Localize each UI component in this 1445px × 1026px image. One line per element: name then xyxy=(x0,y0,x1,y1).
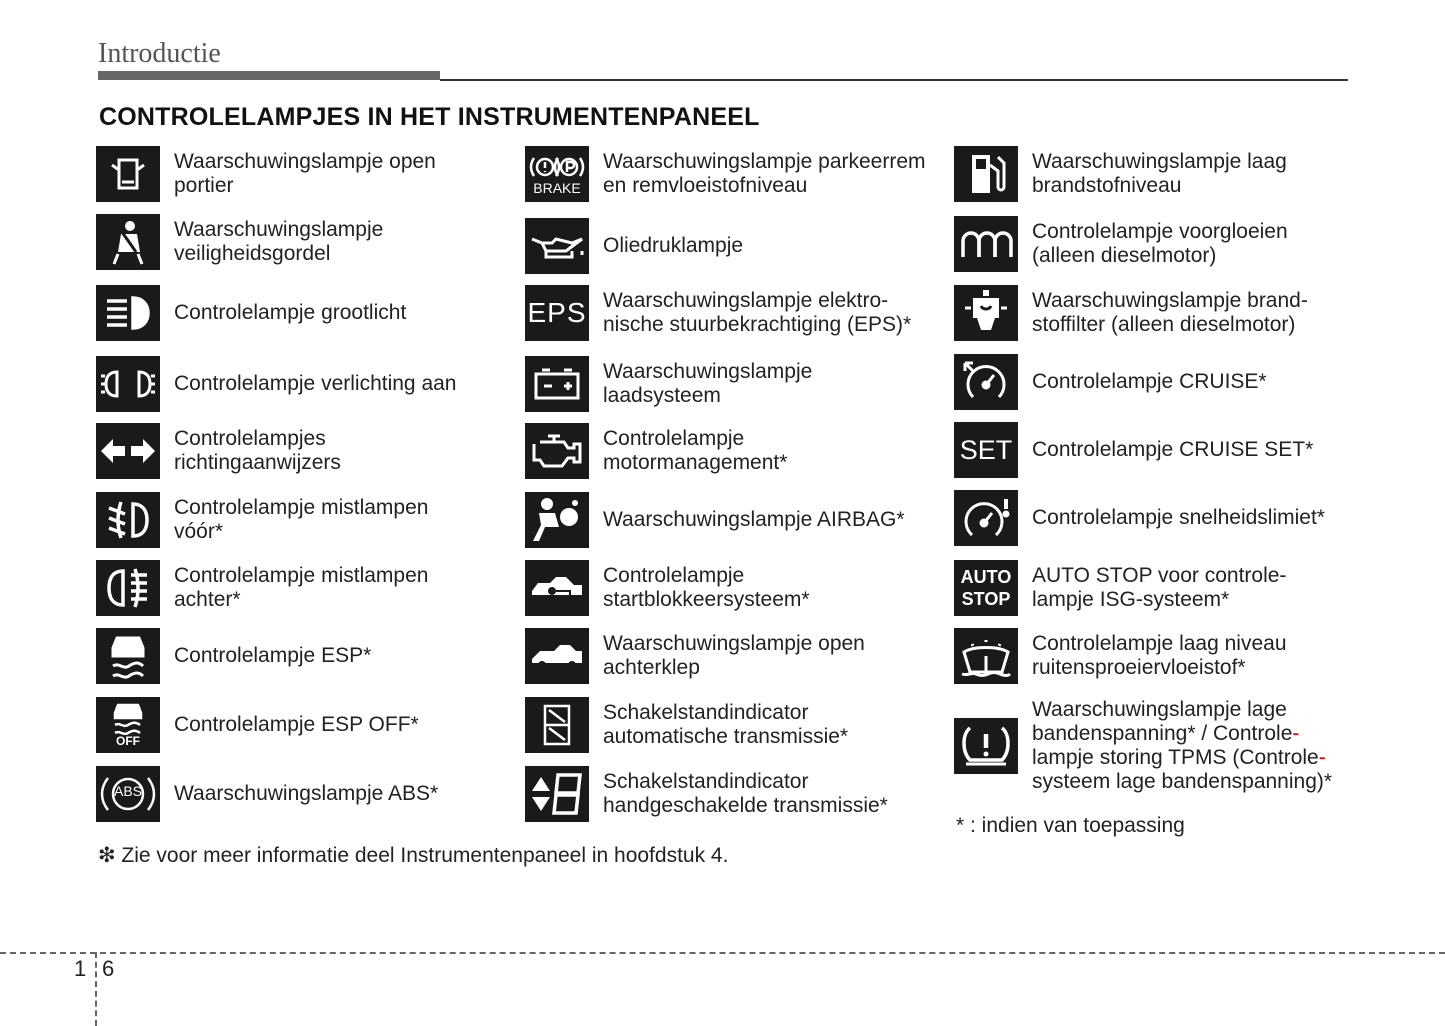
page-chapter: 1 xyxy=(74,956,87,981)
engine-icon xyxy=(525,423,589,479)
airbag-icon xyxy=(525,492,589,548)
item-label: Controlelampje verlichting aan xyxy=(174,372,457,395)
item-label: Schakelstandindicator handgeschakelde transmissie* xyxy=(603,770,888,817)
label-part: systeem lage bandenspanning)* xyxy=(1032,770,1333,793)
item-label: Waarschuwingslampje laadsysteem xyxy=(603,360,813,407)
item-label: AUTO STOP voor controle- lampje ISG-systeem* xyxy=(1032,564,1287,611)
list-item xyxy=(954,422,1394,478)
turn-signal-icon xyxy=(96,423,160,479)
fuel-filter-icon xyxy=(954,285,1018,341)
high-beam-icon xyxy=(96,285,160,341)
esp-icon xyxy=(96,628,160,684)
asterisk-note: * : indien van toepassing xyxy=(956,814,1185,837)
item-label: Controlelampje voorgloeien (alleen dieselmotor) xyxy=(1032,220,1288,267)
list-item xyxy=(525,628,965,684)
item-label: Waarschuwingslampje AIRBAG* xyxy=(603,508,905,531)
item-label: Waarschuwingslampje brand- stoffilter (alleen dieselmotor) xyxy=(1032,289,1308,336)
hyphen-red: - xyxy=(1318,746,1326,769)
speed-limit-icon xyxy=(954,490,1018,546)
item-label: Controlelampje motormanagement* xyxy=(603,427,788,474)
manual-gear-icon xyxy=(525,766,589,822)
section-title: CONTROLELAMPJES IN HET INSTRUMENTENPANEEL xyxy=(99,103,760,131)
chapter-title: Introductie xyxy=(98,38,221,69)
item-label: Controlelampje startblokkeersysteem* xyxy=(603,564,810,611)
list-item xyxy=(954,216,1394,272)
icon-label: EPS xyxy=(527,297,587,328)
list-item xyxy=(96,146,536,202)
list-item xyxy=(525,697,965,753)
info-note: ❇ Zie voor meer informatie deel Instrumentenpaneel in hoofdstuk 4. xyxy=(98,844,729,867)
item-label: Waarschuwingslampje open portier xyxy=(174,150,436,197)
list-item xyxy=(96,356,536,412)
icon-label: OFF xyxy=(116,734,140,748)
icon-label: SET xyxy=(959,434,1013,465)
item-label: Schakelstandindicator automatische transmissie* xyxy=(603,701,849,748)
oil-pressure-icon xyxy=(525,218,589,274)
item-label: Controlelampjes richtingaanwijzers xyxy=(174,427,341,474)
seat-belt-icon xyxy=(96,214,160,270)
battery-icon xyxy=(525,356,589,412)
list-item xyxy=(954,490,1394,546)
list-item xyxy=(96,766,536,822)
list-item xyxy=(525,356,965,412)
footer-divider xyxy=(95,952,97,1026)
eps-icon xyxy=(525,285,589,341)
front-fog-icon xyxy=(96,492,160,548)
item-label: Waarschuwingslampje open achterklep xyxy=(603,632,865,679)
item-label: Controlelampje ESP* xyxy=(174,644,372,667)
low-fuel-icon xyxy=(954,146,1018,202)
open-trunk-icon xyxy=(525,628,589,684)
list-item xyxy=(525,560,965,616)
brake-icon xyxy=(525,146,589,202)
list-item xyxy=(525,218,965,274)
item-label: Waarschuwingslampje elektro- nische stuurbekrachtiging (EPS)* xyxy=(603,289,912,336)
label-part: Waarschuwingslampje lage bandenspanning* / Controle xyxy=(1032,698,1293,745)
light-on-icon xyxy=(96,356,160,412)
list-item xyxy=(525,146,965,202)
item-label: Controlelampje mistlampen achter* xyxy=(174,564,429,611)
item-label: Controlelampje snelheidslimiet* xyxy=(1032,506,1325,529)
icon-label: ABS xyxy=(113,783,142,799)
cruise-set-icon xyxy=(954,422,1018,478)
list-item xyxy=(96,423,536,479)
rear-fog-icon xyxy=(96,560,160,616)
item-label: Controlelampje CRUISE* xyxy=(1032,370,1267,393)
list-item xyxy=(954,560,1394,616)
footer-rule xyxy=(0,952,1445,954)
header-bar xyxy=(98,71,440,80)
item-label: Controlelampje CRUISE SET* xyxy=(1032,438,1314,461)
item-label: Waarschuwingslampje laag brandstofniveau xyxy=(1032,150,1287,197)
open-door-icon xyxy=(96,146,160,202)
page-number: 6 xyxy=(102,956,115,981)
item-label: Controlelampje mistlampen vóór* xyxy=(174,496,429,543)
list-item xyxy=(96,214,536,270)
abs-icon xyxy=(96,766,160,822)
auto-stop-icon xyxy=(954,560,1018,616)
washer-fluid-icon xyxy=(954,628,1018,684)
list-item xyxy=(954,698,1394,794)
list-item xyxy=(96,285,536,341)
list-item xyxy=(525,285,965,341)
esp-off-icon xyxy=(96,697,160,753)
tpms-icon xyxy=(954,718,1018,774)
item-label: Controlelampje ESP OFF* xyxy=(174,713,419,736)
list-item xyxy=(525,766,965,822)
list-item xyxy=(96,697,536,753)
list-item xyxy=(954,285,1394,341)
list-item xyxy=(96,492,536,548)
item-label xyxy=(1032,698,1332,794)
list-item xyxy=(954,146,1394,202)
auto-gear-icon xyxy=(525,697,589,753)
item-label: Controlelampje laag niveau ruitensproeiervloeistof* xyxy=(1032,632,1287,679)
item-label: Controlelampje grootlicht xyxy=(174,301,407,324)
item-label: Waarschuwingslampje parkeerrem en remvloeistofniveau xyxy=(603,150,926,197)
icon-label: BRAKE xyxy=(533,180,581,196)
list-item xyxy=(525,492,965,548)
hyphen-red: - xyxy=(1292,722,1300,745)
icon-label: STOP xyxy=(961,589,1011,609)
item-label: Waarschuwingslampje ABS* xyxy=(174,782,439,805)
list-item xyxy=(954,628,1394,684)
item-label: Oliedruklampje xyxy=(603,234,744,257)
list-item xyxy=(954,354,1394,410)
item-label: Waarschuwingslampje veiligheidsgordel xyxy=(174,218,384,265)
list-item xyxy=(96,560,536,616)
header-rule xyxy=(440,79,1348,81)
list-item xyxy=(96,628,536,684)
cruise-icon xyxy=(954,354,1018,410)
immobilizer-icon xyxy=(525,560,589,616)
label-part: lampje storing TPMS (Controle xyxy=(1032,746,1319,769)
icon-label: AUTO xyxy=(960,567,1012,587)
list-item xyxy=(525,423,965,479)
glow-plug-icon xyxy=(954,216,1018,272)
